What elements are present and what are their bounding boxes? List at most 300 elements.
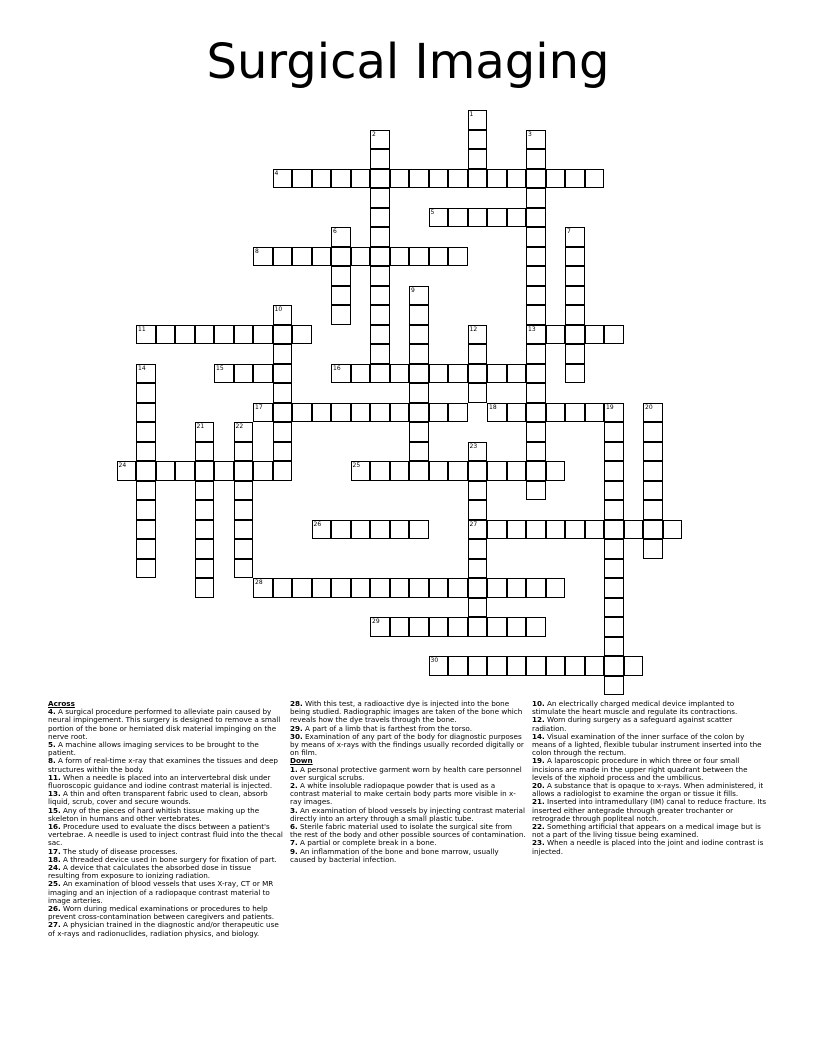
grid-cell[interactable]: [273, 383, 293, 403]
grid-cell[interactable]: [214, 364, 234, 384]
grid-cell[interactable]: [351, 403, 371, 423]
grid-cell[interactable]: [136, 520, 156, 540]
grid-cell[interactable]: [604, 539, 624, 559]
grid-cell[interactable]: [370, 617, 390, 637]
grid-cell[interactable]: [526, 344, 546, 364]
grid-cell[interactable]: [526, 656, 546, 676]
grid-cell[interactable]: [273, 403, 293, 423]
grid-cell[interactable]: [604, 422, 624, 442]
grid-cell[interactable]: [604, 676, 624, 696]
grid-cell[interactable]: [312, 169, 332, 189]
grid-cell[interactable]: [526, 188, 546, 208]
grid-cell[interactable]: [487, 656, 507, 676]
grid-cell[interactable]: [526, 266, 546, 286]
grid-cell[interactable]: [468, 344, 488, 364]
grid-cell[interactable]: [429, 208, 449, 228]
grid-cell[interactable]: [370, 578, 390, 598]
across-clue: [48, 880, 284, 905]
grid-cell[interactable]: [195, 461, 215, 481]
grid-cell[interactable]: [312, 578, 332, 598]
clue-item-number: 15.: [48, 805, 61, 815]
grid-cell[interactable]: [234, 325, 254, 345]
grid-cell[interactable]: [468, 461, 488, 481]
grid-cell[interactable]: [468, 559, 488, 579]
grid-cell[interactable]: [604, 559, 624, 579]
grid-cell[interactable]: [370, 149, 390, 169]
grid-cell[interactable]: [409, 344, 429, 364]
grid-cell[interactable]: [136, 559, 156, 579]
clue-item-text: An inflammation of the bone and bone marrow, usually caused by bacterial infection.: [290, 846, 499, 864]
grid-cell[interactable]: [604, 500, 624, 520]
grid-cell[interactable]: [370, 208, 390, 228]
grid-cell[interactable]: [409, 325, 429, 345]
grid-cell[interactable]: [624, 520, 644, 540]
grid-cell[interactable]: [565, 520, 585, 540]
clues-column-2: [290, 700, 526, 864]
grid-cell[interactable]: [604, 403, 624, 423]
grid-cell[interactable]: [370, 188, 390, 208]
grid-cell[interactable]: [487, 403, 507, 423]
grid-cell[interactable]: [429, 656, 449, 676]
grid-cell[interactable]: [526, 305, 546, 325]
grid-cell[interactable]: [565, 325, 585, 345]
grid-cell[interactable]: [468, 110, 488, 130]
grid-cell[interactable]: [468, 578, 488, 598]
grid-cell[interactable]: [331, 247, 351, 267]
grid-cell[interactable]: [370, 266, 390, 286]
grid-cell[interactable]: [409, 305, 429, 325]
grid-cell[interactable]: [331, 266, 351, 286]
grid-cell[interactable]: [292, 578, 312, 598]
grid-cell[interactable]: [526, 578, 546, 598]
grid-cell[interactable]: [273, 325, 293, 345]
grid-cell[interactable]: [448, 364, 468, 384]
grid-cell[interactable]: [175, 325, 195, 345]
clue-item-number: 22.: [532, 822, 545, 832]
down-clue: [532, 757, 768, 782]
grid-cell[interactable]: [468, 617, 488, 637]
grid-cell[interactable]: [429, 247, 449, 267]
grid-cell[interactable]: [526, 383, 546, 403]
clue-item-text: Sterile fabric material used to isolate the surgical site from the rest of the body and other possible sources of contamination.: [290, 822, 526, 840]
clue-number: 12: [469, 325, 478, 333]
grid-cell[interactable]: [370, 325, 390, 345]
across-clue: [48, 708, 284, 741]
clue-item-number: 27.: [48, 920, 61, 930]
grid-cell[interactable]: [429, 169, 449, 189]
grid-cell[interactable]: [565, 656, 585, 676]
grid-cell[interactable]: [565, 266, 585, 286]
grid-cell[interactable]: [487, 617, 507, 637]
grid-cell[interactable]: [585, 520, 605, 540]
grid-cell[interactable]: [370, 364, 390, 384]
grid-cell[interactable]: [468, 539, 488, 559]
grid-cell[interactable]: [292, 247, 312, 267]
grid-cell[interactable]: [448, 247, 468, 267]
grid-cell[interactable]: [448, 208, 468, 228]
grid-cell[interactable]: [468, 500, 488, 520]
grid-cell[interactable]: [409, 169, 429, 189]
grid-cell[interactable]: [331, 364, 351, 384]
grid-cell[interactable]: [273, 422, 293, 442]
grid-cell[interactable]: [604, 520, 624, 540]
grid-cell[interactable]: [331, 578, 351, 598]
grid-cell[interactable]: [409, 403, 429, 423]
grid-cell[interactable]: [468, 442, 488, 462]
grid-cell[interactable]: [565, 247, 585, 267]
grid-cell[interactable]: [390, 617, 410, 637]
grid-cell[interactable]: [604, 481, 624, 501]
grid-cell[interactable]: [136, 364, 156, 384]
grid-cell[interactable]: [565, 344, 585, 364]
down-clue: [532, 798, 768, 823]
grid-cell[interactable]: [643, 442, 663, 462]
grid-cell[interactable]: [273, 461, 293, 481]
grid-cell[interactable]: [195, 578, 215, 598]
grid-cell[interactable]: [546, 656, 566, 676]
grid-cell[interactable]: [409, 578, 429, 598]
grid-cell[interactable]: [468, 130, 488, 150]
grid-cell[interactable]: [331, 286, 351, 306]
grid-cell[interactable]: [117, 461, 137, 481]
across-clue: [290, 733, 526, 758]
grid-cell[interactable]: [448, 578, 468, 598]
grid-cell[interactable]: [312, 520, 332, 540]
grid-cell[interactable]: [448, 169, 468, 189]
grid-cell[interactable]: [156, 461, 176, 481]
grid-cell[interactable]: [468, 169, 488, 189]
clue-item-number: 30.: [290, 731, 303, 741]
grid-cell[interactable]: [136, 325, 156, 345]
grid-cell[interactable]: [526, 227, 546, 247]
grid-cell[interactable]: [526, 422, 546, 442]
clue-item-number: 11.: [48, 772, 61, 782]
grid-cell[interactable]: [175, 461, 195, 481]
grid-cell[interactable]: [526, 461, 546, 481]
grid-cell[interactable]: [370, 403, 390, 423]
grid-cell[interactable]: [331, 169, 351, 189]
clue-item-text: A partial or complete break in a bone.: [297, 838, 437, 848]
clue-item-number: 8.: [48, 756, 56, 766]
grid-cell[interactable]: [429, 364, 449, 384]
grid-cell[interactable]: [585, 403, 605, 423]
clue-item-number: 9.: [290, 846, 298, 856]
grid-cell[interactable]: [526, 403, 546, 423]
grid-cell[interactable]: [604, 656, 624, 676]
grid-cell[interactable]: [468, 598, 488, 618]
grid-cell[interactable]: [429, 403, 449, 423]
grid-cell[interactable]: [429, 578, 449, 598]
clue-number: 18: [489, 403, 497, 411]
clues-column-1: [48, 700, 284, 938]
grid-cell[interactable]: [273, 305, 293, 325]
grid-cell[interactable]: [195, 539, 215, 559]
grid-cell[interactable]: [136, 461, 156, 481]
down-clue: [290, 848, 526, 864]
grid-cell[interactable]: [585, 325, 605, 345]
grid-cell[interactable]: [351, 520, 371, 540]
grid-cell[interactable]: [273, 442, 293, 462]
grid-cell[interactable]: [643, 481, 663, 501]
grid-cell[interactable]: [370, 169, 390, 189]
grid-cell[interactable]: [565, 227, 585, 247]
grid-cell[interactable]: [273, 578, 293, 598]
grid-cell[interactable]: [409, 442, 429, 462]
grid-cell[interactable]: [565, 364, 585, 384]
grid-cell[interactable]: [136, 403, 156, 423]
grid-cell[interactable]: [331, 403, 351, 423]
grid-cell[interactable]: [546, 403, 566, 423]
grid-cell[interactable]: [546, 461, 566, 481]
grid-cell[interactable]: [234, 461, 254, 481]
grid-cell[interactable]: [136, 442, 156, 462]
grid-cell[interactable]: [507, 617, 527, 637]
grid-cell[interactable]: [370, 344, 390, 364]
grid-cell[interactable]: [253, 403, 273, 423]
grid-cell[interactable]: [526, 286, 546, 306]
grid-cell[interactable]: [643, 403, 663, 423]
grid-cell[interactable]: [507, 403, 527, 423]
grid-cell[interactable]: [312, 247, 332, 267]
grid-cell[interactable]: [468, 325, 488, 345]
clue-item-text: A form of real-time x-ray that examines the tissues and deep structures within the body.: [48, 756, 278, 774]
grid-cell[interactable]: [487, 578, 507, 598]
grid-cell[interactable]: [468, 520, 488, 540]
grid-cell[interactable]: [370, 286, 390, 306]
grid-cell[interactable]: [507, 461, 527, 481]
grid-cell[interactable]: [487, 461, 507, 481]
grid-cell[interactable]: [487, 169, 507, 189]
grid-cell[interactable]: [136, 422, 156, 442]
grid-cell[interactable]: [468, 383, 488, 403]
grid-cell[interactable]: [273, 364, 293, 384]
grid-cell[interactable]: [468, 481, 488, 501]
clue-item-number: 17.: [48, 846, 61, 856]
grid-cell[interactable]: [429, 617, 449, 637]
clue-number: 8: [255, 247, 259, 255]
grid-cell[interactable]: [390, 247, 410, 267]
grid-cell[interactable]: [468, 656, 488, 676]
grid-cell[interactable]: [195, 520, 215, 540]
grid-cell[interactable]: [643, 539, 663, 559]
clue-number: 26: [313, 520, 322, 528]
grid-cell[interactable]: [273, 169, 293, 189]
grid-cell[interactable]: [292, 169, 312, 189]
grid-cell[interactable]: [195, 422, 215, 442]
grid-cell[interactable]: [370, 130, 390, 150]
grid-cell[interactable]: [351, 247, 371, 267]
grid-cell[interactable]: [507, 364, 527, 384]
grid-cell[interactable]: [214, 461, 234, 481]
grid-cell[interactable]: [507, 520, 527, 540]
grid-cell[interactable]: [546, 169, 566, 189]
grid-cell[interactable]: [604, 637, 624, 657]
grid-cell[interactable]: [526, 617, 546, 637]
down-clue: [532, 700, 768, 716]
grid-cell[interactable]: [565, 286, 585, 306]
grid-cell[interactable]: [370, 520, 390, 540]
grid-cell[interactable]: [331, 305, 351, 325]
grid-cell[interactable]: [409, 247, 429, 267]
grid-cell[interactable]: [195, 481, 215, 501]
grid-cell[interactable]: [507, 169, 527, 189]
grid-cell[interactable]: [507, 208, 527, 228]
grid-cell[interactable]: [331, 227, 351, 247]
grid-cell[interactable]: [604, 442, 624, 462]
clue-item-text: A part of a limb that is farthest from the torso.: [302, 723, 472, 733]
clue-item-number: 19.: [532, 756, 545, 766]
grid-cell[interactable]: [643, 461, 663, 481]
grid-cell[interactable]: [526, 149, 546, 169]
grid-cell[interactable]: [253, 578, 273, 598]
grid-cell[interactable]: [604, 461, 624, 481]
grid-cell[interactable]: [195, 500, 215, 520]
clue-item-number: 21.: [532, 797, 545, 807]
grid-cell[interactable]: [429, 461, 449, 481]
grid-cell[interactable]: [195, 559, 215, 579]
grid-cell[interactable]: [624, 656, 644, 676]
clue-number: 27: [469, 520, 478, 528]
grid-cell[interactable]: [448, 403, 468, 423]
grid-cell[interactable]: [292, 403, 312, 423]
grid-cell[interactable]: [234, 500, 254, 520]
grid-cell[interactable]: [526, 208, 546, 228]
grid-cell[interactable]: [507, 578, 527, 598]
grid-cell[interactable]: [546, 578, 566, 598]
grid-cell[interactable]: [526, 442, 546, 462]
grid-cell[interactable]: [136, 481, 156, 501]
grid-cell[interactable]: [409, 364, 429, 384]
grid-cell[interactable]: [390, 169, 410, 189]
grid-cell[interactable]: [448, 656, 468, 676]
down-clue: [532, 716, 768, 732]
grid-cell[interactable]: [526, 481, 546, 501]
grid-cell[interactable]: [604, 578, 624, 598]
clue-item-text: Visual examination of the inner surface of the colon by means of a lighted, flexible tubular instrument inserted into the colon through the rectum.: [532, 731, 762, 758]
clue-number: 19: [606, 403, 614, 411]
grid-cell[interactable]: [585, 169, 605, 189]
grid-cell[interactable]: [604, 617, 624, 637]
grid-cell[interactable]: [487, 208, 507, 228]
grid-cell[interactable]: [526, 169, 546, 189]
grid-cell[interactable]: [468, 364, 488, 384]
grid-cell[interactable]: [585, 656, 605, 676]
clue-item-text: Examination of any part of the body for diagnostic purposes by means of x-rays with the findings usually recorded digitally or on film.: [290, 731, 524, 758]
grid-cell[interactable]: [312, 403, 332, 423]
grid-cell[interactable]: [409, 461, 429, 481]
grid-cell[interactable]: [156, 325, 176, 345]
grid-cell[interactable]: [643, 520, 663, 540]
down-clue: [290, 823, 526, 839]
grid-cell[interactable]: [526, 130, 546, 150]
grid-cell[interactable]: [234, 559, 254, 579]
grid-cell[interactable]: [526, 364, 546, 384]
grid-cell[interactable]: [234, 422, 254, 442]
grid-cell[interactable]: [292, 325, 312, 345]
grid-cell[interactable]: [253, 325, 273, 345]
grid-cell[interactable]: [351, 169, 371, 189]
across-clue: [48, 774, 284, 790]
grid-cell[interactable]: [390, 364, 410, 384]
grid-cell[interactable]: [351, 578, 371, 598]
grid-cell[interactable]: [234, 520, 254, 540]
grid-cell[interactable]: [604, 325, 624, 345]
grid-cell[interactable]: [195, 442, 215, 462]
clue-number: 17: [255, 403, 263, 411]
grid-cell[interactable]: [565, 169, 585, 189]
grid-cell[interactable]: [663, 520, 683, 540]
grid-cell[interactable]: [214, 325, 234, 345]
grid-cell[interactable]: [370, 305, 390, 325]
clue-number: 21: [196, 423, 205, 430]
grid-cell[interactable]: [507, 656, 527, 676]
grid-cell[interactable]: [390, 461, 410, 481]
clue-item-number: 24.: [48, 863, 61, 873]
grid-cell[interactable]: [390, 403, 410, 423]
grid-cell[interactable]: [409, 520, 429, 540]
grid-cell[interactable]: [253, 364, 273, 384]
grid-cell[interactable]: [526, 325, 546, 345]
grid-cell[interactable]: [370, 247, 390, 267]
grid-cell[interactable]: [565, 403, 585, 423]
grid-cell[interactable]: [546, 325, 566, 345]
grid-cell[interactable]: [273, 344, 293, 364]
grid-cell[interactable]: [409, 617, 429, 637]
clue-item-text: Something artificial that appears on a medical image but is not a part of the living tissue being examined.: [532, 822, 761, 840]
grid-cell[interactable]: [253, 247, 273, 267]
grid-cell[interactable]: [487, 364, 507, 384]
grid-cell[interactable]: [136, 539, 156, 559]
grid-cell[interactable]: [409, 383, 429, 403]
grid-cell[interactable]: [565, 305, 585, 325]
across-clue: [290, 700, 526, 725]
grid-cell[interactable]: [604, 598, 624, 618]
grid-cell[interactable]: [195, 325, 215, 345]
grid-cell[interactable]: [546, 520, 566, 540]
grid-cell[interactable]: [331, 520, 351, 540]
grid-cell[interactable]: [234, 364, 254, 384]
grid-cell[interactable]: [370, 461, 390, 481]
grid-cell[interactable]: [526, 247, 546, 267]
grid-cell[interactable]: [409, 422, 429, 442]
grid-cell[interactable]: [136, 383, 156, 403]
grid-cell[interactable]: [487, 520, 507, 540]
grid-cell[interactable]: [234, 442, 254, 462]
grid-cell[interactable]: [234, 481, 254, 501]
grid-cell[interactable]: [390, 520, 410, 540]
grid-cell[interactable]: [468, 149, 488, 169]
grid-cell[interactable]: [643, 500, 663, 520]
grid-cell[interactable]: [526, 520, 546, 540]
down-clue: [532, 823, 768, 839]
grid-cell[interactable]: [409, 286, 429, 306]
grid-cell[interactable]: [136, 500, 156, 520]
grid-cell[interactable]: [390, 578, 410, 598]
clue-item-number: 16.: [48, 822, 61, 832]
clue-item-text: An examination of blood vessels by injecting contrast material directly into an artery through a small plastic tube.: [290, 805, 525, 823]
grid-cell[interactable]: [448, 461, 468, 481]
grid-cell[interactable]: [370, 227, 390, 247]
grid-cell[interactable]: [273, 247, 293, 267]
grid-cell[interactable]: [643, 422, 663, 442]
grid-cell[interactable]: [468, 208, 488, 228]
grid-cell[interactable]: [351, 364, 371, 384]
grid-cell[interactable]: [448, 617, 468, 637]
clue-item-number: 29.: [290, 723, 303, 733]
grid-cell[interactable]: [253, 461, 273, 481]
grid-cell[interactable]: [351, 461, 371, 481]
grid-cell[interactable]: [234, 539, 254, 559]
